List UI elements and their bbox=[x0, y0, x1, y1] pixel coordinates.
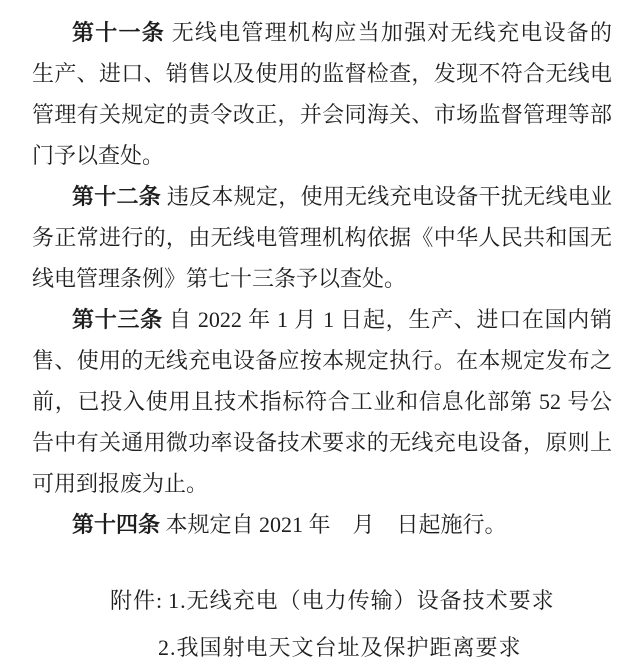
line-text: 生产、进口、销售以及使用的监督检查，发现不符合无线电 bbox=[32, 61, 612, 86]
text-line bbox=[32, 53, 612, 94]
line-text: 本规定自 2021 年 月 日起施行。 bbox=[160, 512, 507, 537]
attachment-item: 2.我国射电天文台址及保护距离要求 bbox=[158, 635, 522, 660]
line-text: 线电管理条例》第七十三条予以查处。 bbox=[32, 266, 407, 291]
text-line bbox=[32, 12, 612, 53]
attachment-line bbox=[158, 627, 612, 668]
attachments-label: 附件: bbox=[110, 588, 164, 613]
article-number: 第十一条 bbox=[72, 20, 165, 45]
text-line bbox=[32, 463, 612, 504]
line-text: 告中有关通用微功率设备技术要求的无线充电设备，原则上 bbox=[32, 430, 612, 455]
attachment-line bbox=[110, 580, 612, 621]
text-line bbox=[32, 258, 612, 299]
attachment-item: 1.无线充电（电力传输）设备技术要求 bbox=[168, 588, 555, 613]
text-line bbox=[32, 94, 612, 135]
line-text: 自 2022 年 1 月 1 日起，生产、进口在国内销 bbox=[162, 307, 612, 332]
text-line bbox=[32, 422, 612, 463]
text-line bbox=[32, 340, 612, 381]
line-text: 售、使用的无线充电设备应按本规定执行。在本规定发布之 bbox=[32, 348, 612, 373]
text-line bbox=[32, 176, 612, 217]
line-text: 管理有关规定的责令改正，并会同海关、市场监督管理等部 bbox=[32, 102, 612, 127]
text-line bbox=[32, 135, 612, 176]
line-text: 前，已投入使用且技术指标符合工业和信息化部第 52 号公 bbox=[32, 389, 612, 414]
line-text: 可用到报废为止。 bbox=[32, 471, 209, 496]
article-number: 第十四条 bbox=[72, 512, 161, 537]
text-line bbox=[32, 381, 612, 422]
line-text: 务正常进行的，由无线电管理机构依据《中华人民共和国无 bbox=[32, 225, 612, 250]
text-line bbox=[32, 299, 612, 340]
text-line bbox=[32, 504, 612, 545]
text-line bbox=[32, 217, 612, 258]
attachments-block bbox=[32, 580, 612, 668]
line-text: 门予以查处。 bbox=[32, 143, 165, 168]
line-text: 违反本规定，使用无线充电设备干扰无线电业 bbox=[161, 184, 612, 209]
line-text: 无线电管理机构应当加强对无线充电设备的 bbox=[164, 20, 612, 45]
article-number: 第十三条 bbox=[72, 307, 163, 332]
article-number: 第十二条 bbox=[72, 184, 162, 209]
